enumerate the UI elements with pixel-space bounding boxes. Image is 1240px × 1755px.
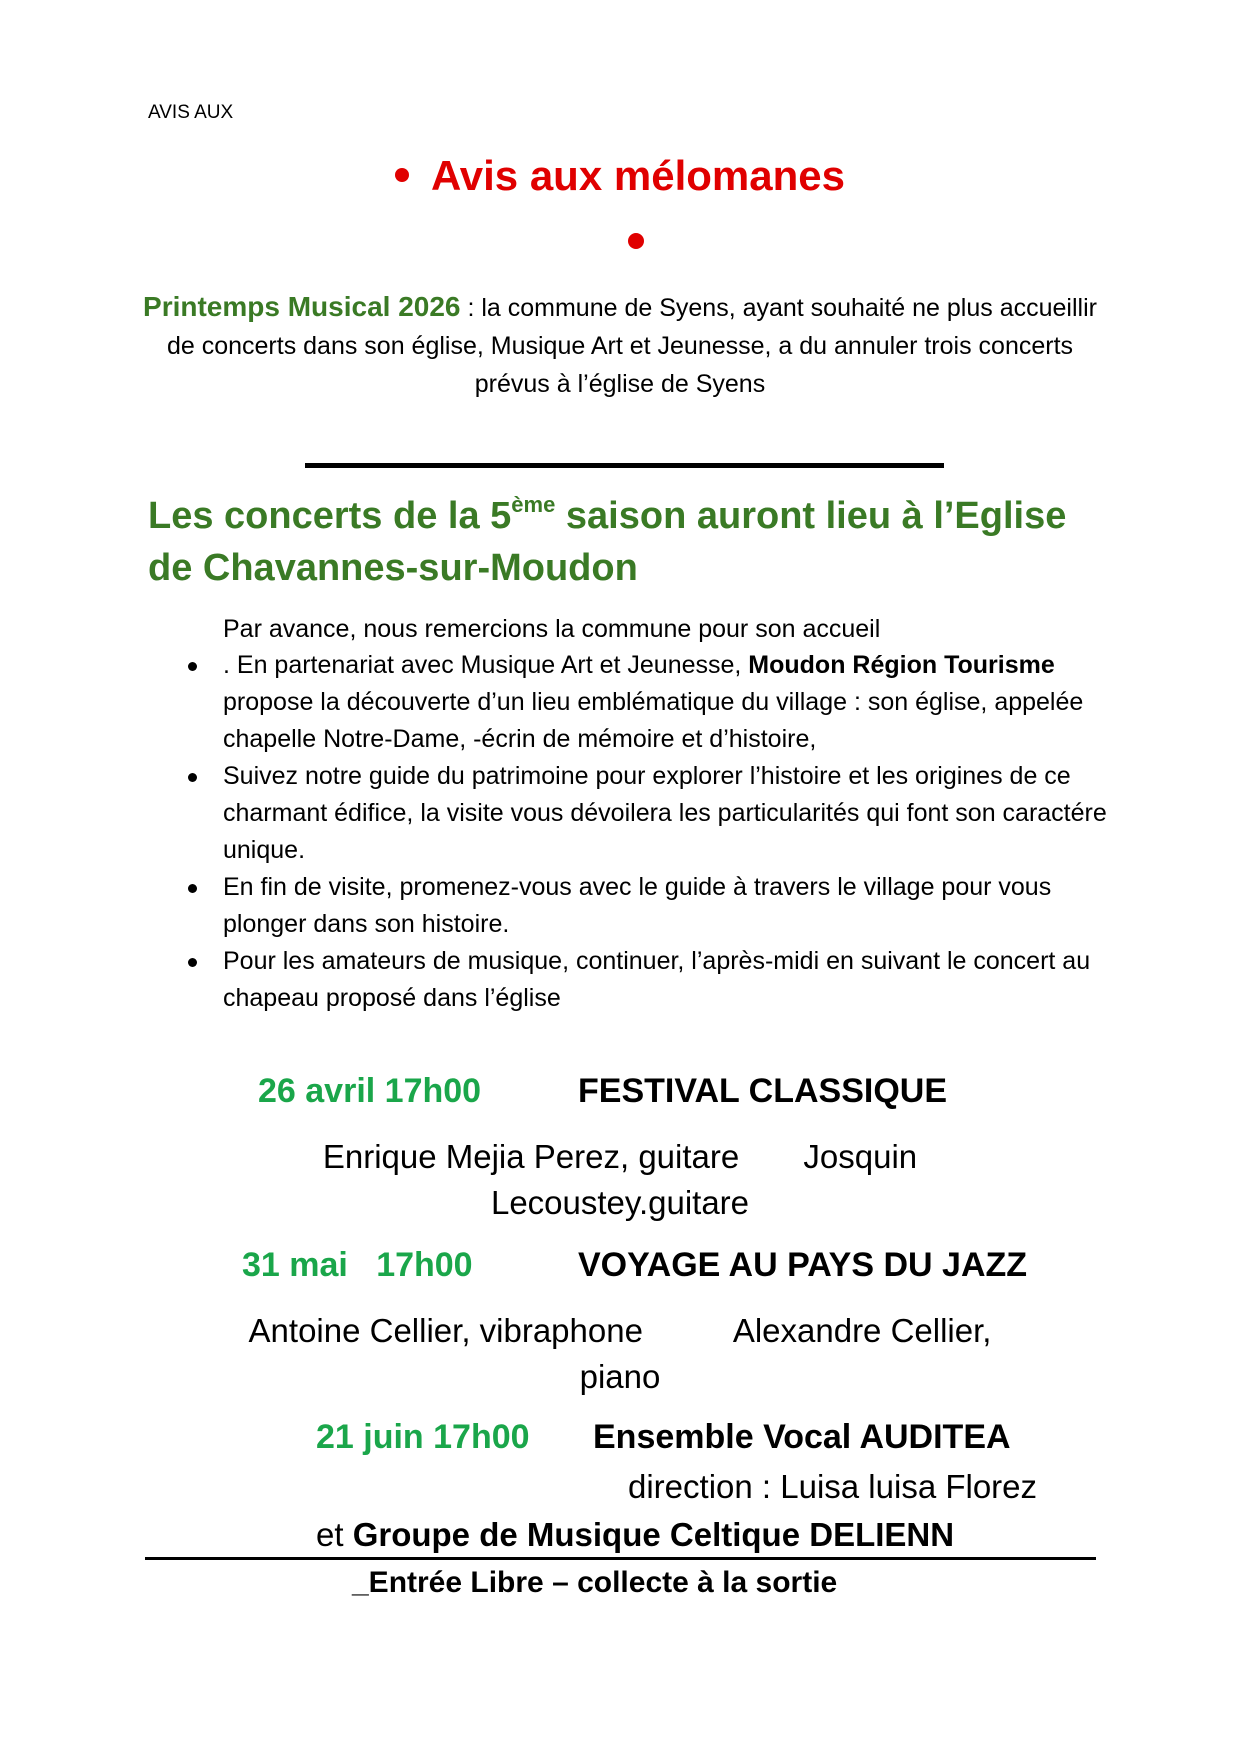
concert-title: VOYAGE AU PAYS DU JAZZ (578, 1246, 1028, 1284)
bullet-icon (188, 773, 197, 782)
bullet-list (188, 647, 1108, 1017)
concert-performers: Enrique Mejia Perez, guitare Josquin (322, 1138, 918, 1175)
concert-performers: piano (579, 1358, 661, 1395)
concert-performers: Lecoustey.guitare (490, 1184, 750, 1221)
season-title-part1: Les concerts de la 5 (148, 495, 512, 537)
list-item-text: En fin de visite, promenez-vous avec le guide à travers le village pour vous plonger dans son histoire. (223, 873, 1052, 938)
list-item-text: propose la découverte d’un lieu emblématique du village : son église, appelée chapelle Notre-Dame, -écrin de mémoire et d’histoire, (223, 688, 1084, 753)
page-title (0, 152, 1240, 200)
concert-group (316, 1516, 954, 1554)
bullet-dot-icon (628, 233, 644, 249)
bullet-icon (188, 662, 197, 671)
concert-direction: direction : Luisa luisa Florez (628, 1468, 1038, 1505)
list-item-text: Suivez notre guide du patrimoine pour explorer l’histoire et les origines de ce charmant édifice, la visite vous dévoilera les particularités qui font son caractére unique. (223, 762, 1107, 864)
bullet-dot-icon (395, 168, 409, 182)
concert-performers: Antoine Cellier, vibraphone Alexandre Cellier, (248, 1312, 992, 1349)
list-item-text: Pour les amateurs de musique, continuer, l’après-midi en suivant le concert au chapeau proposé dans l’église (223, 947, 1091, 1012)
concert-date: 31 mai 17h00 (242, 1246, 473, 1284)
divider (145, 1557, 1096, 1560)
small-heading: AVIS AUX (148, 102, 234, 123)
list-item-text: . En partenariat avec Musique Art et Jeunesse, (223, 651, 749, 679)
list-item (188, 943, 1108, 1017)
page-title-text: Avis aux mélomanes (431, 152, 845, 199)
intro-highlight: Printemps Musical 2026 (143, 291, 461, 322)
concert-title: FESTIVAL CLASSIQUE (578, 1072, 948, 1110)
list-item-bold: Moudon Région Tourisme (748, 651, 1055, 679)
list-item (188, 869, 1108, 943)
season-title-sup: ème (511, 492, 556, 517)
entry-info: _Entrée Libre – collecte à la sortie (352, 1566, 838, 1599)
season-title-part2: saison auront lieu à l’Eglise de Chavannes-sur-Moudon (148, 495, 1067, 589)
season-title (148, 490, 1108, 594)
bullet-icon (188, 958, 197, 967)
list-item (188, 647, 1108, 758)
concert-title: Ensemble Vocal AUDITEA (593, 1418, 1011, 1456)
thanks-text: Par avance, nous remercions la commune pour son accueil (223, 615, 881, 643)
concert-date: 26 avril 17h00 (258, 1072, 482, 1110)
concert-group-name: Groupe de Musique Celtique DELIENN (352, 1516, 955, 1553)
divider (305, 463, 638, 468)
intro-paragraph (140, 288, 1100, 403)
divider (638, 463, 944, 468)
intro-text: : la commune de Syens, ayant souhaité ne plus accueillir de concerts dans son église, Musique Art et Jeunesse, a du annuler trois concerts prévus à l’église de Syens (166, 294, 1097, 398)
concert-date: 21 juin 17h00 (316, 1418, 530, 1456)
concert-group-prefix: et (316, 1516, 353, 1553)
list-item (188, 758, 1108, 869)
bullet-icon (188, 884, 197, 893)
